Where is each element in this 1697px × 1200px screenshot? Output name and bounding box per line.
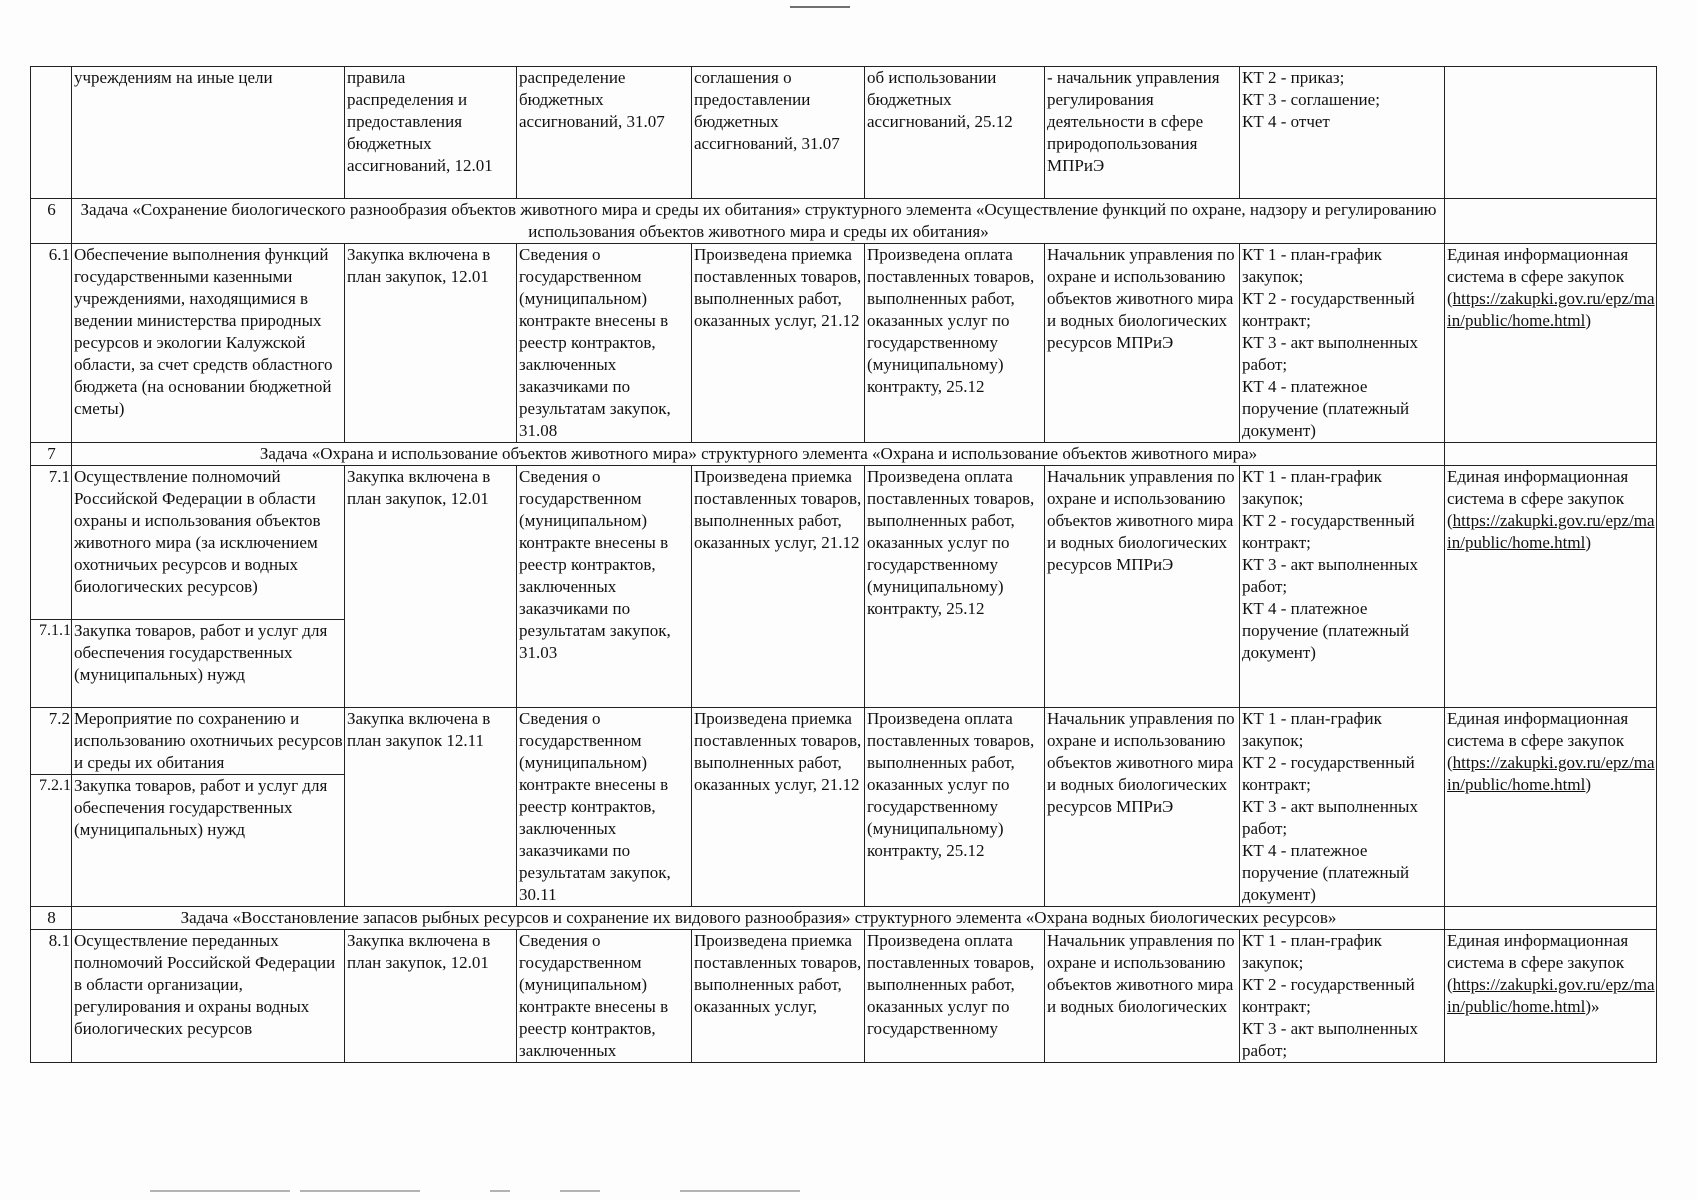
information-system — [1445, 244, 1657, 443]
row-number: 6.1 — [31, 244, 72, 443]
system-name: Единая информационная система в сфере закупок ( — [1447, 467, 1629, 530]
document-types: КТ 1 - план-график закупок; КТ 2 - государственный контракт; КТ 3 - акт выполненных работ; КТ 4 - платежное поручение (платежный документ) — [1240, 244, 1445, 443]
event-name: Осуществление полномочий Российской Федерации в области охраны и использования объектов животного мира (за исключением охотничьих ресурсов и водных биологических ресурсов) — [72, 466, 345, 620]
table-row — [31, 466, 1657, 620]
task-title: Задача «Восстановление запасов рыбных ресурсов и сохранение их видового разнообразия» структурного элемента «Охрана водных биологических ресурсов» — [72, 907, 1445, 930]
control-point-2: Сведения о государственном (муниципальном) контракте внесены в реестр контрактов, заключенных — [517, 930, 692, 1063]
control-point-4: Произведена оплата поставленных товаров, выполненных работ, оказанных услуг по государственному (муниципальному) контракту, 25.12 — [865, 466, 1045, 708]
closing-paren: )» — [1585, 997, 1600, 1016]
task-number: 7 — [31, 443, 72, 466]
row-number — [31, 67, 72, 199]
responsible-person: Начальник управления по охране и использованию объектов животного мира и водных биологических ресурсов МПРиЭ — [1045, 244, 1240, 443]
table-row — [31, 708, 1657, 775]
task-title: Задача «Сохранение биологического разнообразия объектов животного мира и среды их обитания» структурного элемента «Осуществление функций по охране, надзору и регулированию использования объектов животного мира и среды их обитания» — [72, 199, 1445, 244]
control-point-1: Закупка включена в план закупок, 12.01 — [345, 244, 517, 443]
table-row — [31, 930, 1657, 1063]
system-name: Единая информационная система в сфере закупок ( — [1447, 709, 1629, 772]
responsible-person: Начальник управления по охране и использованию объектов животного мира и водных биологических ресурсов МПРиЭ — [1045, 466, 1240, 708]
control-point-4: Произведена оплата поставленных товаров, выполненных работ, оказанных услуг по государственному (муниципальному) контракту, 25.12 — [865, 244, 1045, 443]
zakupki-link[interactable]: https://zakupki.gov.ru/epz/main/public/home.html — [1447, 975, 1655, 1016]
event-name: Закупка товаров, работ и услуг для обеспечения государственных (муниципальных) нужд — [72, 620, 345, 708]
information-system — [1445, 466, 1657, 708]
row-number: 7.2 — [31, 708, 72, 775]
row-number: 7.1 — [31, 466, 72, 620]
task-number: 6 — [31, 199, 72, 244]
scan-artifact — [560, 1190, 600, 1192]
control-point-2: распределение бюджетных ассигнований, 31.07 — [517, 67, 692, 199]
responsible-person: Начальник управления по охране и использованию объектов животного мира и водных биологических ресурсов МПРиЭ — [1045, 708, 1240, 907]
scan-artifact — [300, 1190, 420, 1192]
row-number: 7.1.1 — [31, 620, 72, 708]
task-row — [31, 443, 1657, 466]
document-types: КТ 1 - план-график закупок; КТ 2 - государственный контракт; КТ 3 - акт выполненных работ; КТ 4 - платежное поручение (платежный документ) — [1240, 466, 1445, 708]
event-name: Осуществление переданных полномочий Российской Федерации в области организации, регулирования и охраны водных биологических ресурсов — [72, 930, 345, 1063]
control-point-1: Закупка включена в план закупок, 12.01 — [345, 466, 517, 708]
closing-paren: ) — [1585, 775, 1592, 794]
row-number: 7.2.1 — [31, 775, 72, 907]
document-types: КТ 1 - план-график закупок; КТ 2 - государственный контракт; КТ 3 - акт выполненных работ; КТ 4 - платежное поручение (платежный документ) — [1240, 708, 1445, 907]
empty-cell — [1445, 443, 1657, 466]
task-title: Задача «Охрана и использование объектов животного мира» структурного элемента «Охрана и использование объектов животного мира» — [72, 443, 1445, 466]
document-types: КТ 1 - план-график закупок; КТ 2 - государственный контракт; КТ 3 - акт выполненных работ; — [1240, 930, 1445, 1063]
row-number: 8.1 — [31, 930, 72, 1063]
empty-cell — [1445, 199, 1657, 244]
control-point-1: правила распределения и предоставления бюджетных ассигнований, 12.01 — [345, 67, 517, 199]
information-system — [1445, 708, 1657, 907]
system-name: Единая информационная система в сфере закупок ( — [1447, 931, 1629, 994]
control-points-table — [30, 66, 1657, 1063]
table-row — [31, 67, 1657, 199]
control-point-4: об использовании бюджетных ассигнований, 25.12 — [865, 67, 1045, 199]
control-point-2: Сведения о государственном (муниципальном) контракте внесены в реестр контрактов, заключенных заказчиками по результатам закупок, 31.08 — [517, 244, 692, 443]
control-point-4: Произведена оплата поставленных товаров, выполненных работ, оказанных услуг по государственному — [865, 930, 1045, 1063]
table-row — [31, 244, 1657, 443]
responsible-person: - начальник управления регулирования деятельности в сфере природопользования МПРиЭ — [1045, 67, 1240, 199]
task-row — [31, 907, 1657, 930]
task-row — [31, 199, 1657, 244]
zakupki-link[interactable]: https://zakupki.gov.ru/epz/main/public/home.html — [1447, 511, 1655, 552]
responsible-person: Начальник управления по охране и использованию объектов животного мира и водных биологических — [1045, 930, 1240, 1063]
control-point-1: Закупка включена в план закупок 12.11 — [345, 708, 517, 907]
control-point-2: Сведения о государственном (муниципальном) контракте внесены в реестр контрактов, заключенных заказчиками по результатам закупок, 31.03 — [517, 466, 692, 708]
control-point-3: соглашения о предоставлении бюджетных ассигнований, 31.07 — [692, 67, 865, 199]
scan-artifact — [150, 1190, 290, 1192]
scan-artifact — [490, 1190, 510, 1192]
document-types: КТ 2 - приказ; КТ 3 - соглашение; КТ 4 - отчет — [1240, 67, 1445, 199]
event-name: учреждениям на иные цели — [72, 67, 345, 199]
task-number: 8 — [31, 907, 72, 930]
event-name: Закупка товаров, работ и услуг для обеспечения государственных (муниципальных) нужд — [72, 775, 345, 907]
page-number-mark — [790, 0, 850, 8]
control-point-1: Закупка включена в план закупок, 12.01 — [345, 930, 517, 1063]
scan-artifact — [680, 1190, 800, 1192]
information-system — [1445, 67, 1657, 199]
zakupki-link[interactable]: https://zakupki.gov.ru/epz/main/public/home.html — [1447, 753, 1655, 794]
event-name: Обеспечение выполнения функций государственными казенными учреждениями, находящимися в ведении министерства природных ресурсов и экологии Калужской области, за счет средств областного бюджета (на основании бюджетной сметы) — [72, 244, 345, 443]
control-point-3: Произведена приемка поставленных товаров, выполненных работ, оказанных услуг, 21.12 — [692, 466, 865, 708]
control-point-4: Произведена оплата поставленных товаров, выполненных работ, оказанных услуг по государственному (муниципальному) контракту, 25.12 — [865, 708, 1045, 907]
event-name: Мероприятие по сохранению и использованию охотничьих ресурсов и среды их обитания — [72, 708, 345, 775]
control-point-2: Сведения о государственном (муниципальном) контракте внесены в реестр контрактов, заключенных заказчиками по результатам закупок, 30.11 — [517, 708, 692, 907]
closing-paren: ) — [1585, 311, 1592, 330]
zakupki-link[interactable]: https://zakupki.gov.ru/epz/main/public/home.html — [1447, 289, 1655, 330]
control-point-3: Произведена приемка поставленных товаров, выполненных работ, оказанных услуг, 21.12 — [692, 244, 865, 443]
control-point-3: Произведена приемка поставленных товаров, выполненных работ, оказанных услуг, 21.12 — [692, 708, 865, 907]
information-system — [1445, 930, 1657, 1063]
empty-cell — [1445, 907, 1657, 930]
closing-paren: ) — [1585, 533, 1592, 552]
system-name: Единая информационная система в сфере закупок ( — [1447, 245, 1629, 308]
control-point-3: Произведена приемка поставленных товаров, выполненных работ, оказанных услуг, — [692, 930, 865, 1063]
